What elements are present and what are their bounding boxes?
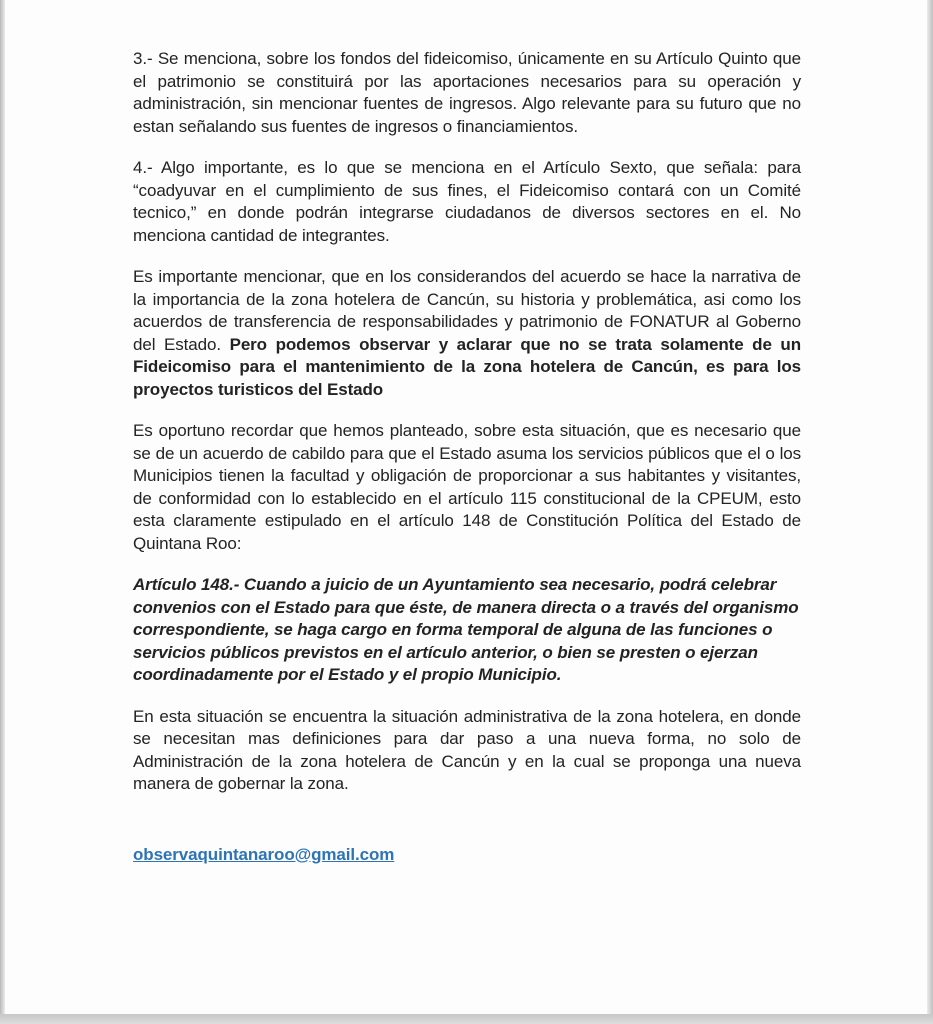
paragraph-planteamiento: Es oportuno recordar que hemos planteado, sobre esta situación, que es necesario que se de un acuerdo de cabildo para que el Estado asuma los servicios públicos que el o los Municipios tienen la facultad y obligación de proporcionar a sus habitantes y visitantes, de conformidad con lo establecido en el artículo 115 constitucional de la CPEUM, esto esta claramente estipulado en el artículo 148 de Constitución Política del Estado de Quintana Roo: xyxy=(133,421,801,553)
paragraph-conclusion: En esta situación se encuentra la situación administrativa de la zona hotelera, en donde se necesitan mas definiciones para dar paso a una nueva forma, no solo de Administración de la zona hotelera de Cancún y en la cual se proponga una nueva manera de gobernar la zona. xyxy=(133,706,801,793)
scan-edge-left xyxy=(0,0,5,1024)
paragraph-item-4: 4.- Algo importante, es lo que se menciona en el Artículo Sexto, que señala: para “coadyuvar en el cumplimiento de sus fines, el Fideicomiso contará con un Comité tecnico,” en donde podrán integrarse ciudadanos de diversos sectores en el. No menciona cantidad de integrantes. xyxy=(133,158,801,245)
scan-edge-right xyxy=(927,0,933,1024)
paragraph-item-3: 3.- Se menciona, sobre los fondos del fideicomiso, únicamente en su Artículo Quinto que el patrimonio se constituirá por las aportaciones necesarios para su operación y administración, sin mencionar fuentes de ingresos. Algo relevante para su futuro que no estan señalando sus fuentes de ingresos o financiamientos. xyxy=(133,49,801,136)
quote-articulo-148: Artículo 148.- Cuando a juicio de un Ayuntamiento sea necesario, podrá celebrar convenios con el Estado para que éste, de manera directa o a través del organismo correspondiente, se haga cargo en forma temporal de alguna de las funciones o servicios públicos previstos en el artículo anterior, o bien se presten o ejerzan coordinadamente por el Estado y el propio Municipio. xyxy=(133,575,799,684)
email-link[interactable]: observaquintanaroo@gmail.com xyxy=(133,844,395,864)
scan-edge-bottom xyxy=(0,1014,933,1024)
contact-row xyxy=(133,844,801,867)
considerandos-regular-text: Es importante mencionar, que en los considerandos del acuerdo se hace la narrativa de la importancia de la zona hotelera de Cancún, su historia y problemática, asi como los acuerdos de transferencia de responsabilidades y patrimonio de FONATUR al Goberno del Estado. xyxy=(133,267,801,354)
paragraph-considerandos xyxy=(133,266,801,401)
considerandos-bold-text: Pero podemos observar y aclarar que no se trata solamente de un Fideicomiso para el mantenimiento de la zona hotelera de Cancún, es para los proyectos turisticos del Estado xyxy=(133,334,801,399)
document-body xyxy=(133,48,801,885)
